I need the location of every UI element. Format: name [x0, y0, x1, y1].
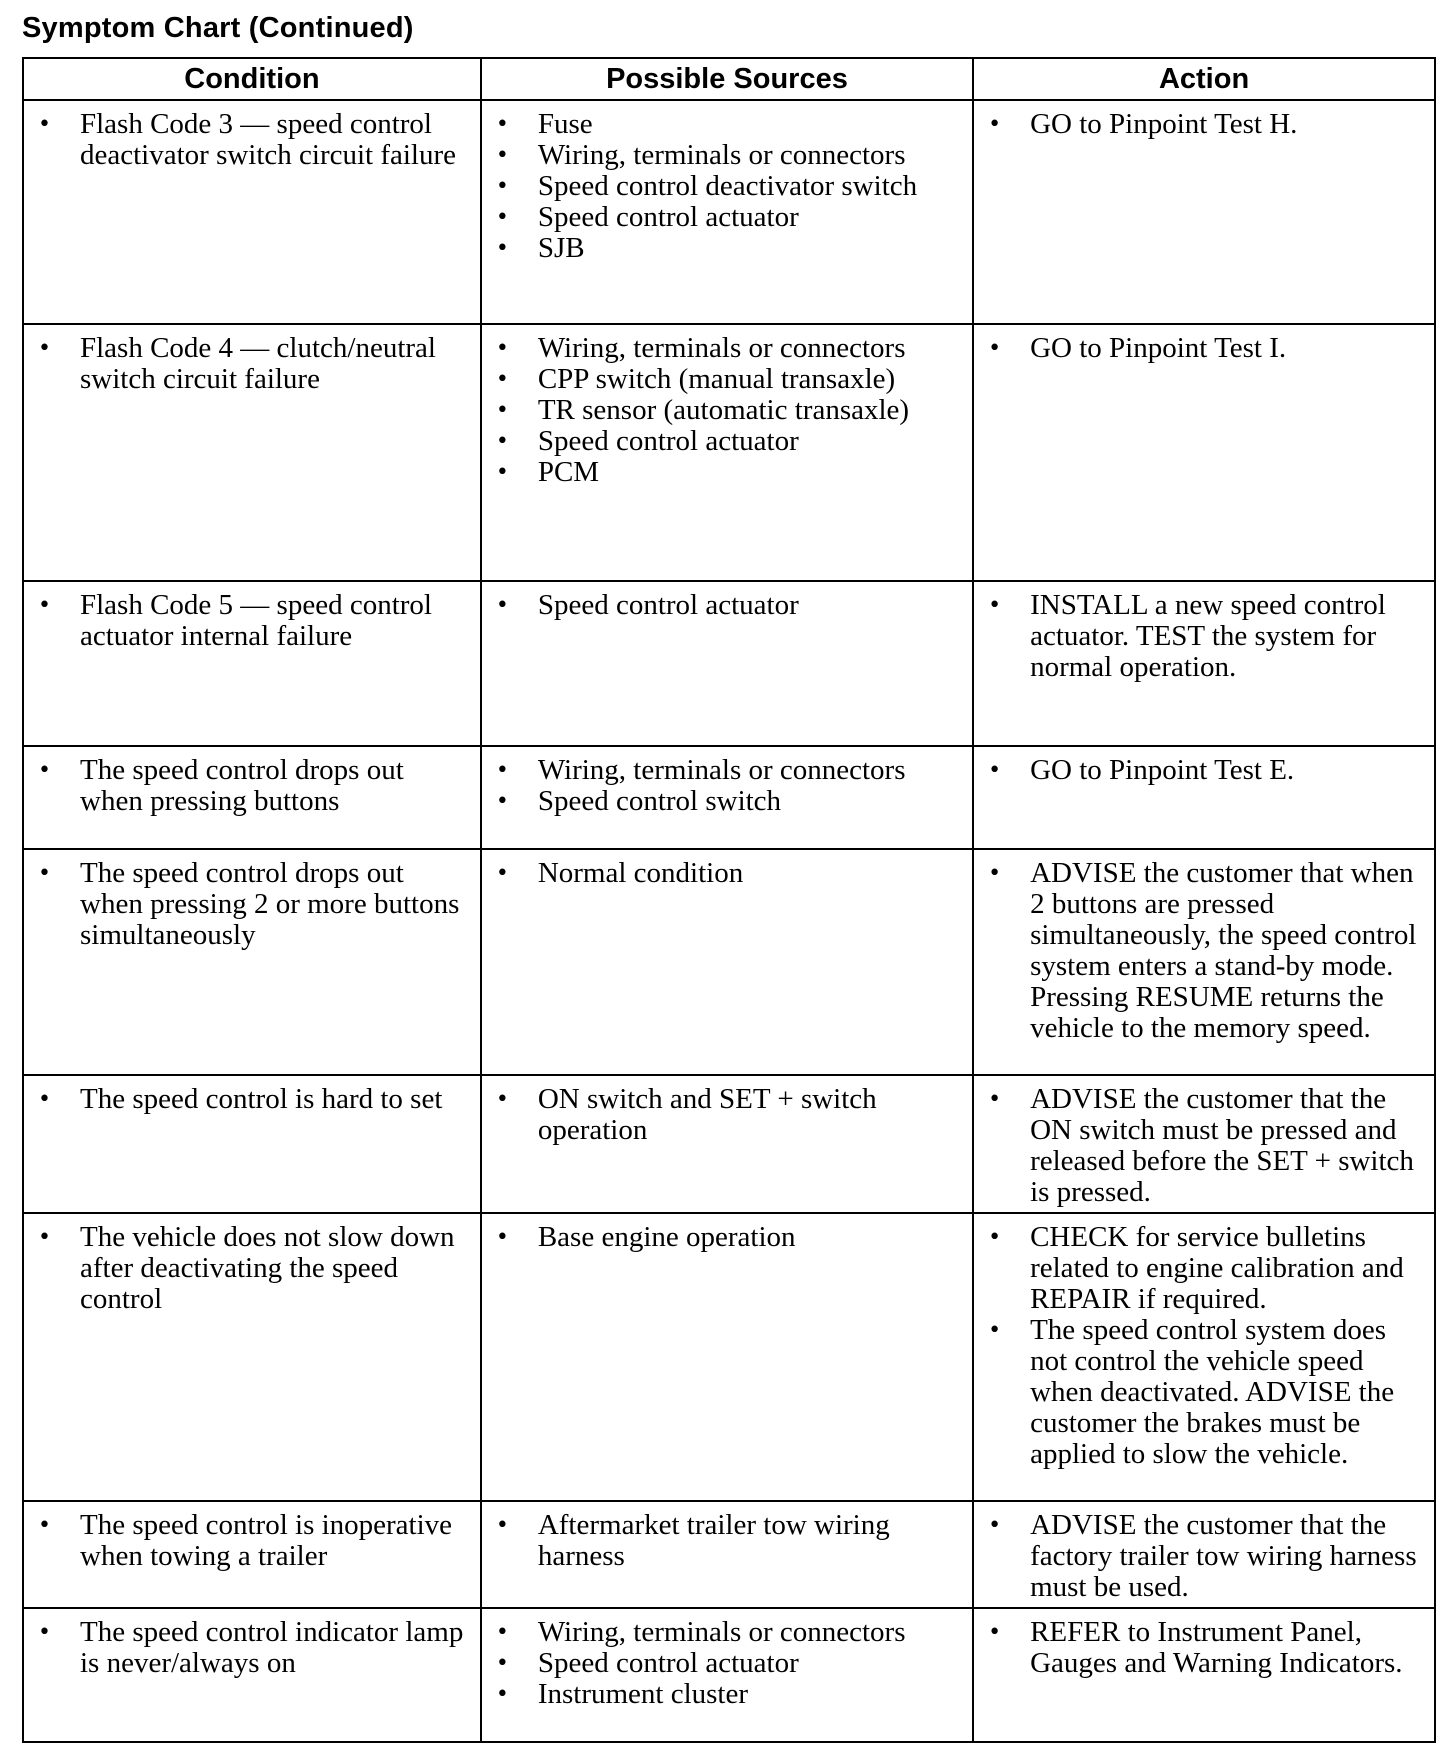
sources-cell	[481, 1608, 973, 1742]
condition-cell	[23, 1501, 481, 1608]
action-cell	[973, 581, 1435, 746]
table-row	[23, 1213, 1435, 1501]
header-row	[23, 58, 1435, 100]
table-row	[23, 581, 1435, 746]
condition-item: • The speed control drops out when pressing 2 or more buttons simultaneously	[38, 858, 470, 951]
condition-item: • Flash Code 5 — speed control actuator internal failure	[38, 590, 470, 652]
source-item: • TR sensor (automatic transaxle)	[496, 395, 962, 426]
header-possible-sources: Possible Sources	[481, 58, 973, 100]
table-row	[23, 100, 1435, 324]
source-item: • ON switch and SET + switch operation	[496, 1084, 962, 1146]
sources-cell	[481, 100, 973, 324]
action-cell	[973, 1608, 1435, 1742]
condition-cell	[23, 1213, 481, 1501]
action-cell	[973, 746, 1435, 849]
table-row	[23, 1501, 1435, 1608]
sources-cell	[481, 1501, 973, 1608]
condition-item: • The speed control indicator lamp is never/always on	[38, 1617, 470, 1679]
table-row	[23, 1608, 1435, 1742]
source-item: • Normal condition	[496, 858, 962, 889]
source-item: • Speed control actuator	[496, 202, 962, 233]
source-item: • Base engine operation	[496, 1222, 962, 1253]
condition-item: • Flash Code 4 — clutch/neutral switch circuit failure	[38, 333, 470, 395]
action-item: • REFER to Instrument Panel, Gauges and Warning Indicators.	[988, 1617, 1424, 1679]
sources-cell	[481, 581, 973, 746]
condition-item: • Flash Code 3 — speed control deactivator switch circuit failure	[38, 109, 470, 171]
source-item: • Wiring, terminals or connectors	[496, 140, 962, 171]
source-item: • Instrument cluster	[496, 1679, 962, 1710]
sources-cell	[481, 1075, 973, 1213]
condition-cell	[23, 324, 481, 581]
condition-item: • The speed control drops out when pressing buttons	[38, 755, 470, 817]
source-item: • Speed control deactivator switch	[496, 171, 962, 202]
source-item: • Aftermarket trailer tow wiring harness	[496, 1510, 962, 1572]
sources-cell	[481, 849, 973, 1075]
action-item: • ADVISE the customer that when 2 buttons are pressed simultaneously, the speed control system enters a stand-by mode. Pressing RESUME returns the vehicle to the memory speed.	[988, 858, 1424, 1044]
action-cell	[973, 100, 1435, 324]
table-row	[23, 1075, 1435, 1213]
source-item: • Wiring, terminals or connectors	[496, 755, 962, 786]
condition-cell	[23, 581, 481, 746]
source-item: • CPP switch (manual transaxle)	[496, 364, 962, 395]
action-cell	[973, 849, 1435, 1075]
header-condition: Condition	[23, 58, 481, 100]
source-item: • Wiring, terminals or connectors	[496, 1617, 962, 1648]
sources-cell	[481, 1213, 973, 1501]
action-cell	[973, 1213, 1435, 1501]
source-item: • Speed control actuator	[496, 426, 962, 457]
condition-cell	[23, 1075, 481, 1213]
sources-cell	[481, 324, 973, 581]
source-item: • PCM	[496, 457, 962, 488]
symptom-chart-table	[22, 57, 1436, 1743]
condition-cell	[23, 100, 481, 324]
action-item: • ADVISE the customer that the ON switch must be pressed and released before the SET + switch is pressed.	[988, 1084, 1424, 1208]
action-item: • CHECK for service bulletins related to engine calibration and REPAIR if required.	[988, 1222, 1424, 1315]
condition-item: • The speed control is hard to set	[38, 1084, 470, 1115]
condition-cell	[23, 1608, 481, 1742]
table-row	[23, 324, 1435, 581]
source-item: • Wiring, terminals or connectors	[496, 333, 962, 364]
condition-cell	[23, 849, 481, 1075]
action-item: • GO to Pinpoint Test I.	[988, 333, 1424, 364]
action-item: • ADVISE the customer that the factory trailer tow wiring harness must be used.	[988, 1510, 1424, 1603]
condition-cell	[23, 746, 481, 849]
table-row	[23, 746, 1435, 849]
action-cell	[973, 1075, 1435, 1213]
action-item: • The speed control system does not control the vehicle speed when deactivated. ADVISE the customer the brakes must be applied to slow the vehicle.	[988, 1315, 1424, 1470]
source-item: • Fuse	[496, 109, 962, 140]
source-item: • Speed control actuator	[496, 590, 962, 621]
sources-cell	[481, 746, 973, 849]
source-item: • Speed control actuator	[496, 1648, 962, 1679]
page-title: Symptom Chart (Continued)	[22, 12, 414, 44]
source-item: • SJB	[496, 233, 962, 264]
condition-item: • The vehicle does not slow down after deactivating the speed control	[38, 1222, 470, 1315]
action-item: • GO to Pinpoint Test E.	[988, 755, 1424, 786]
action-cell	[973, 1501, 1435, 1608]
action-item: • GO to Pinpoint Test H.	[988, 109, 1424, 140]
table-row	[23, 849, 1435, 1075]
condition-item: • The speed control is inoperative when towing a trailer	[38, 1510, 470, 1572]
action-item: • INSTALL a new speed control actuator. TEST the system for normal operation.	[988, 590, 1424, 683]
action-cell	[973, 324, 1435, 581]
header-action: Action	[973, 58, 1435, 100]
source-item: • Speed control switch	[496, 786, 962, 817]
